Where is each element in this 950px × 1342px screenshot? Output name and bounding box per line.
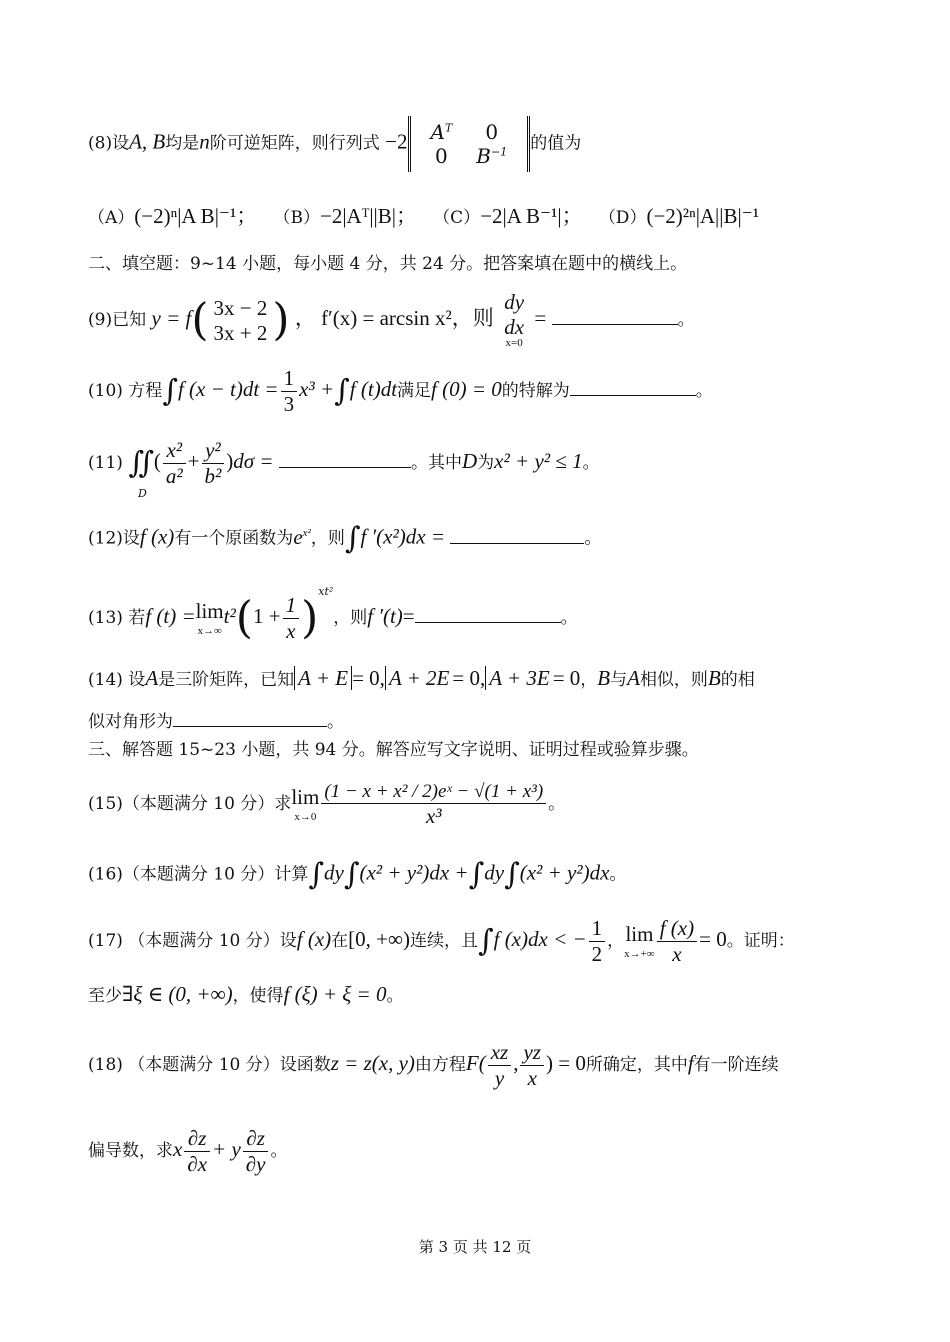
- q13-lhs: f (t) =: [145, 604, 196, 628]
- q16-prefix: (16)（本题满分 10 分）计算: [88, 864, 309, 885]
- q8-m21: 0: [435, 144, 448, 168]
- q16-integrand2: (x² + y²)dx: [519, 860, 610, 885]
- q13-pow: xt²: [318, 585, 334, 598]
- q18-plus: + y: [212, 1137, 241, 1161]
- q13-fraction: $\frac{1}{x}$: [283, 595, 300, 642]
- q17-fraction: $\frac{f (x)}{x}$: [657, 918, 697, 965]
- q9-derivative: [501, 292, 527, 349]
- q8-suffix: 的值为: [530, 133, 582, 154]
- q16-int2: ∫: [468, 857, 485, 892]
- q10-fn: 1: [281, 368, 298, 392]
- q17-prefix: (17) （本题满分 10 分）设: [88, 931, 297, 951]
- q13-then: ，则: [333, 608, 368, 628]
- q18-frac1: $\frac{xz}{y}$: [488, 1042, 512, 1089]
- q9-mid: ， f′(x) = arcsin x²，则: [294, 306, 494, 330]
- q8-opt-b-label: （B）: [273, 208, 320, 228]
- q17-line2-pre: 至少: [88, 986, 122, 1006]
- q8-coef: −2: [385, 129, 408, 154]
- q17-integral-sign: ∫: [477, 923, 494, 959]
- q18-frac2: $\frac{yz}{x}$: [520, 1042, 544, 1089]
- q11-D: D: [461, 449, 478, 473]
- q15-fraction: $\frac{\text{(1 − x + x² / 2)eˣ − √(1 + x³)}}{\text{x³}}$: [321, 782, 546, 827]
- q11-a-den: a²: [165, 464, 183, 488]
- q18-line2-pre: 偏导数，求: [88, 1141, 173, 1161]
- q17-line1: [88, 918, 890, 965]
- q14-mid: 是三阶矩阵，已知: [158, 670, 295, 690]
- q8-matrix: [408, 116, 531, 172]
- q10-line: [88, 368, 890, 415]
- q13-rparen: ): [301, 592, 319, 644]
- q14-end: 。: [327, 712, 344, 732]
- q8-m11sup: T: [444, 121, 453, 135]
- q10-lhs: f (x − t)dt =: [177, 377, 279, 401]
- q17-exists: ∃ξ ∈ (0, +∞): [122, 982, 233, 1006]
- q17-fx: f (x): [296, 927, 332, 951]
- q14-line2: [88, 714, 890, 731]
- q8-opt-a: (−2)ⁿ|A B|⁻¹；: [134, 204, 258, 228]
- q17-prove: 。证明：: [726, 931, 795, 951]
- q8-n: n: [199, 129, 210, 154]
- q13-fp: f ′(t): [367, 604, 403, 628]
- q17-line2-mid: ，使得: [232, 986, 284, 1006]
- q17-interval: [0, +∞): [348, 927, 410, 951]
- q11-cond-pre: 为: [477, 453, 495, 473]
- q14-answer-blank[interactable]: [173, 724, 327, 727]
- page-footer: 第 3 页 共 12 页: [418, 1238, 532, 1256]
- q11-frac-a: [163, 440, 186, 487]
- q16-end: 。: [609, 864, 627, 885]
- q18-F: F(: [465, 1051, 486, 1075]
- q8-opt-b: −2|Aᵀ||B|；: [320, 204, 417, 228]
- q14-det3: A + 3E: [485, 666, 552, 690]
- q13-one: 1 +: [252, 604, 281, 628]
- q11-cond: x² + y² ≤ 1: [494, 449, 583, 473]
- q14-det2: A + 2E: [385, 666, 452, 690]
- q17-end: 。: [386, 986, 404, 1006]
- q8-mid1: 均是: [165, 133, 200, 154]
- q10-integral-sign-2: ∫: [334, 373, 350, 409]
- q18-x: x: [173, 1137, 183, 1161]
- q14-pre: (14) 设: [88, 670, 146, 690]
- q9-answer-blank[interactable]: [552, 322, 678, 325]
- q13-prefix: (13) 若: [88, 608, 146, 628]
- q9-line: [88, 292, 890, 349]
- q17-goal: f (ξ) + ξ = 0: [283, 982, 387, 1006]
- q16-dy2: dy: [484, 860, 505, 885]
- q10-prefix: (10) 方程: [88, 381, 163, 401]
- q12-mid: 有一个原函数为: [174, 528, 294, 549]
- q14-A2: A: [627, 666, 640, 690]
- q12-end: 。: [584, 528, 602, 549]
- q18-partial-y: $\frac{\partial z}{\partial y}$: [243, 1128, 269, 1175]
- q9-dden: dx: [504, 315, 525, 339]
- q9-fraction: [211, 295, 271, 345]
- q11-b-num: y²: [202, 440, 225, 464]
- q13-answer-blank[interactable]: [415, 620, 561, 623]
- q18-partial-x: $\frac{\partial z}{\partial x}$: [184, 1128, 210, 1175]
- q18-end: 。: [270, 1141, 288, 1161]
- q13-end: 。: [560, 608, 578, 628]
- q8-m22sup: −1: [491, 145, 508, 159]
- q15-end: 。: [548, 794, 566, 814]
- q8-options: [88, 206, 890, 227]
- q18-f: f: [687, 1051, 694, 1075]
- q15-line: [88, 782, 890, 827]
- q16-int1-inner: ∫: [343, 857, 360, 892]
- q14-comma: ，: [580, 670, 598, 690]
- q15-lim: lim x→0: [291, 784, 320, 823]
- q10-suffix: 的特解为: [501, 381, 570, 401]
- q12-then: ，则: [310, 528, 345, 549]
- q9-end: 。: [677, 310, 695, 330]
- q11-frac-b: [202, 440, 225, 487]
- q9-expr1: y = f: [151, 306, 192, 330]
- q18-z: z = z(x, y): [330, 1051, 415, 1075]
- q12-fx: f (x): [139, 524, 175, 549]
- q17-comma: ，: [607, 931, 625, 951]
- q9-sub: x=0: [505, 337, 523, 349]
- q12-answer-blank[interactable]: [450, 541, 584, 544]
- q12-integral-sign: ∫: [344, 521, 361, 556]
- q8-opt-c: −2|A B⁻¹|；: [480, 204, 583, 228]
- q17-lim: lim x→+∞: [624, 921, 655, 960]
- q14-det1-eq: = 0,: [352, 666, 385, 690]
- q17-half: $\frac{1}{2}$: [589, 918, 606, 965]
- q11-tail: dσ =: [233, 449, 274, 473]
- q12-integrand: f ′(x²)dx =: [360, 524, 445, 549]
- q18-line1: (18) （本题满分 10 分）设函数z = z(x, y)由方程F( $\frac{xz}{y}$ , $\frac{yz}{x}$ ) = 0所确定，其中f有一阶连续: [88, 1040, 779, 1090]
- q18-suffix: 所确定，其中: [585, 1055, 688, 1075]
- q11-prefix: (11): [88, 453, 123, 473]
- q17-integ: f (x)dx < −: [493, 927, 587, 951]
- q13-lparen: (: [235, 592, 253, 644]
- q10-rhs2: f (t)dt: [349, 377, 398, 401]
- q10-integral-sign: ∫: [162, 373, 178, 409]
- q18-line2: [88, 1128, 890, 1175]
- q14-B: B: [597, 666, 611, 690]
- q8-opt-d: (−2)²ⁿ|A||B|⁻¹: [646, 204, 760, 228]
- q10-end: 。: [695, 381, 713, 401]
- q11-double-integral: ∬: [128, 445, 154, 481]
- q8-m12: 0: [485, 120, 499, 144]
- q10-answer-blank[interactable]: [570, 393, 696, 396]
- q9-lparen: (: [191, 294, 209, 346]
- q14-sim: 与: [610, 670, 628, 690]
- q9-prefix: (9)已知: [88, 310, 147, 330]
- q11-line: (11) ∬( $\frac{\text{x²}}{\text{a²}}$ + $\frac{\text{y²}}{\text{b²}}$ )dσ = 。其中D为x² + y² ≤ 1。: [88, 438, 600, 488]
- q11-a-num: x²: [163, 440, 186, 464]
- q12-prefix: (12)设: [88, 528, 140, 549]
- q9-num: 3x − 2: [213, 295, 268, 320]
- q9-den: 3x + 2: [213, 320, 268, 345]
- q13-line: [88, 586, 890, 642]
- q12-line: [88, 521, 890, 556]
- q16-int1: ∫: [308, 857, 324, 892]
- q17-cont: 连续，且: [409, 931, 478, 951]
- section2-heading: 二、填空题：9~14 小题，每小题 4 分，共 24 分。把答案填在题中的横线上。: [88, 254, 688, 274]
- q11-stop: 。: [582, 453, 600, 473]
- q9-dnum: dy: [504, 290, 525, 314]
- q16-dy1: dy: [323, 860, 344, 885]
- q17-zero: = 0: [699, 927, 727, 951]
- q16-integrand: (x² + y²)dx +: [359, 860, 469, 885]
- q11-b-den: b²: [204, 464, 222, 488]
- q11-end: 。其中: [410, 453, 462, 473]
- q8-m11: A: [430, 120, 445, 144]
- q8-prefix: (8)设: [88, 133, 130, 154]
- q8-line: [88, 116, 890, 172]
- q14-det2-eq: = 0,: [452, 666, 486, 690]
- q14-det3-eq: = 0: [552, 666, 581, 690]
- q16-line: [88, 857, 890, 892]
- q12-ex: $e^{x^2}$: [293, 524, 311, 549]
- q8-opt-c-label: （C）: [433, 208, 481, 228]
- q14-B2: B: [707, 666, 721, 690]
- q9-eq: =: [534, 306, 547, 330]
- q10-fraction: [281, 368, 298, 415]
- q8-opt-a-label: （A）: [88, 208, 135, 228]
- q8-m22: B: [476, 144, 491, 168]
- q10-rhs: x³ +: [299, 377, 335, 401]
- q14-line1: [88, 668, 890, 689]
- q10-fd: 3: [283, 392, 295, 416]
- q14-A: A: [145, 666, 159, 690]
- q13-lim: lim x→∞: [195, 598, 224, 637]
- q14-line2-text: 似对角形为: [88, 712, 173, 732]
- q8-mid2: 阶可逆矩阵，则行列式: [209, 133, 380, 154]
- q14-end1: 相似，则: [639, 670, 708, 690]
- q16-int2-inner: ∫: [504, 857, 520, 892]
- q8-opt-d-label: （D）: [598, 208, 647, 228]
- q18-tail: 有一阶连续: [693, 1055, 779, 1075]
- q15-prefix: (15)（本题满分 10 分）求: [88, 794, 292, 814]
- q18-mid: 由方程: [414, 1055, 466, 1075]
- q18-prefix: (18) （本题满分 10 分）设函数: [88, 1055, 331, 1075]
- q11-answer-blank[interactable]: [279, 465, 411, 468]
- q9-rparen: ): [272, 294, 290, 346]
- q11-region-sub: D: [138, 487, 147, 500]
- q17-line2: [88, 984, 890, 1005]
- q18-close: ) = 0: [545, 1051, 586, 1075]
- q17-in: 在: [331, 931, 349, 951]
- q14-tail: 的相: [720, 670, 755, 690]
- q13-eq: =: [402, 604, 415, 628]
- q10-cond: f (0) = 0: [431, 377, 502, 401]
- q14-det1: A + E: [294, 666, 352, 690]
- q10-mid: 满足: [397, 381, 432, 401]
- q13-t2: t²: [223, 604, 236, 628]
- section3-heading: 三、解答题 15~23 小题，共 94 分。解答应写文字说明、证明过程或验算步骤。: [88, 740, 699, 760]
- q8-vars: A, B: [129, 129, 166, 154]
